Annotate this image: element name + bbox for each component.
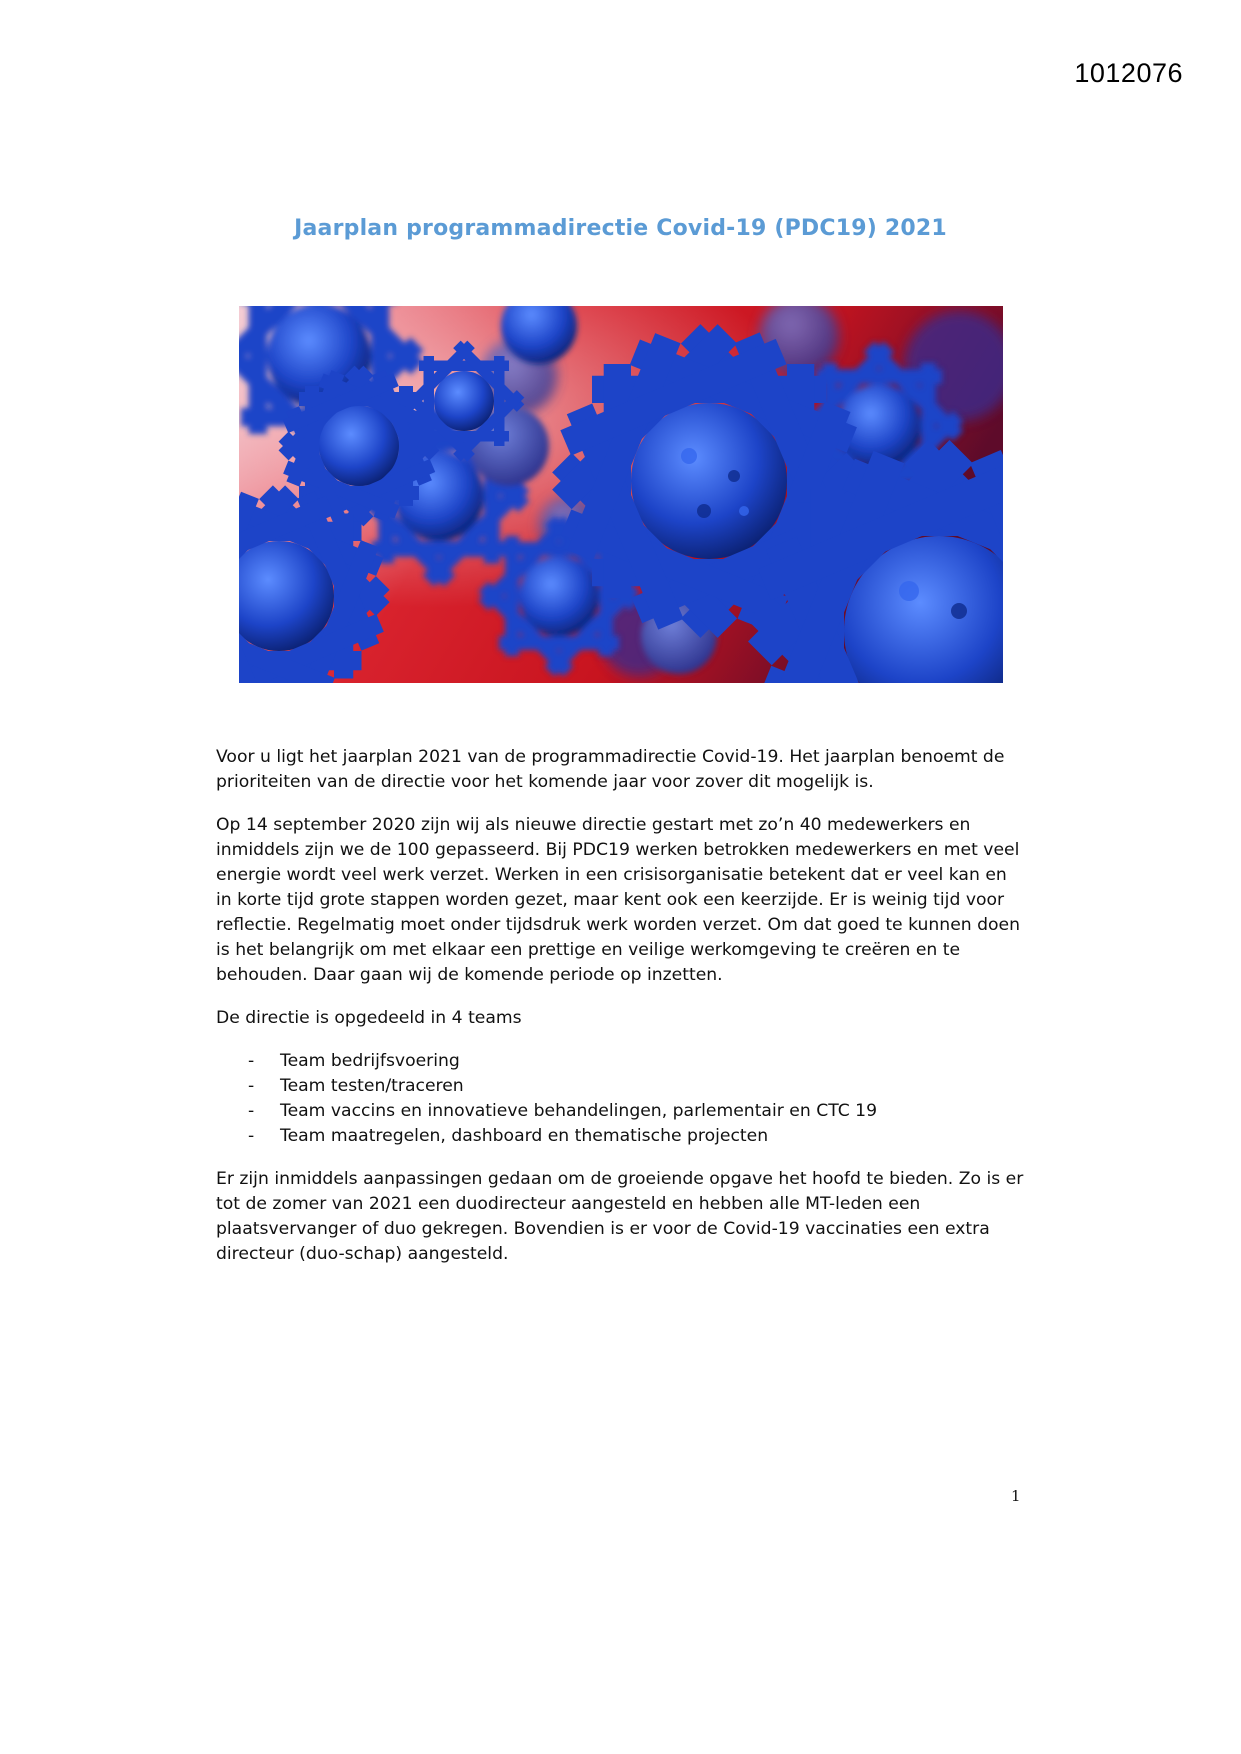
page-title: Jaarplan programmadirectie Covid-19 (PDC19) 2021: [294, 216, 947, 241]
teams-intro: De directie is opgedeeld in 4 teams: [216, 1008, 522, 1028]
team-list: [216, 1049, 1026, 1149]
list-dash: -: [248, 1101, 255, 1121]
list-item-text: Team bedrijfsvoering: [280, 1051, 460, 1071]
page-number: 1: [1011, 1487, 1021, 1505]
context-paragraph: Op 14 september 2020 zijn wij als nieuwe directie gestart met zo’n 40 medewerkers en inmiddels zijn we de 100 gepasseerd. Bij PDC19 werken betrokken medewerkers en met veel energie wordt veel werk verzet. Werken in een crisisorganisatie betekent dat er veel kan en in korte tijd grote stappen worden gezet, maar kent ook een keerzijde. Er is weinig tijd voor reflectie. Regelmatig moet onder tijdsdruk werk worden verzet. Om dat goed te kunnen doen is het belangrijk om met elkaar een prettige en veilige werkomgeving te creëren en te behouden. Daar gaan wij de komende periode op inzetten.: [216, 815, 1021, 985]
document-number: 1012076: [1074, 58, 1183, 88]
list-item: [216, 1074, 1026, 1099]
list-item-text: Team maatregelen, dashboard en thematische projecten: [280, 1126, 769, 1146]
list-item: [216, 1124, 1026, 1149]
list-item-text: Team vaccins en innovatieve behandelingen, parlementair en CTC 19: [280, 1101, 878, 1121]
list-dash: -: [248, 1076, 255, 1096]
list-dash: -: [248, 1051, 255, 1071]
document-body: [216, 745, 1026, 1285]
coronavirus-illustration: [239, 306, 1003, 683]
list-item-text: Team testen/traceren: [280, 1076, 464, 1096]
list-dash: -: [248, 1126, 255, 1146]
closing-paragraph: Er zijn inmiddels aanpassingen gedaan om de groeiende opgave het hoofd te bieden. Zo is er tot de zomer van 2021 een duodirecteur aangesteld en hebben alle MT-leden een plaatsvervanger of duo gekregen. Bovendien is er voor de Covid-19 vaccinaties een extra directeur (duo-schap) aangesteld.: [216, 1169, 1024, 1264]
list-item: [216, 1049, 1026, 1074]
list-item: [216, 1099, 1026, 1124]
intro-paragraph: Voor u ligt het jaarplan 2021 van de programmadirectie Covid-19. Het jaarplan benoemt de prioriteiten van de directie voor het komende jaar voor zover dit mogelijk is.: [216, 747, 1005, 792]
